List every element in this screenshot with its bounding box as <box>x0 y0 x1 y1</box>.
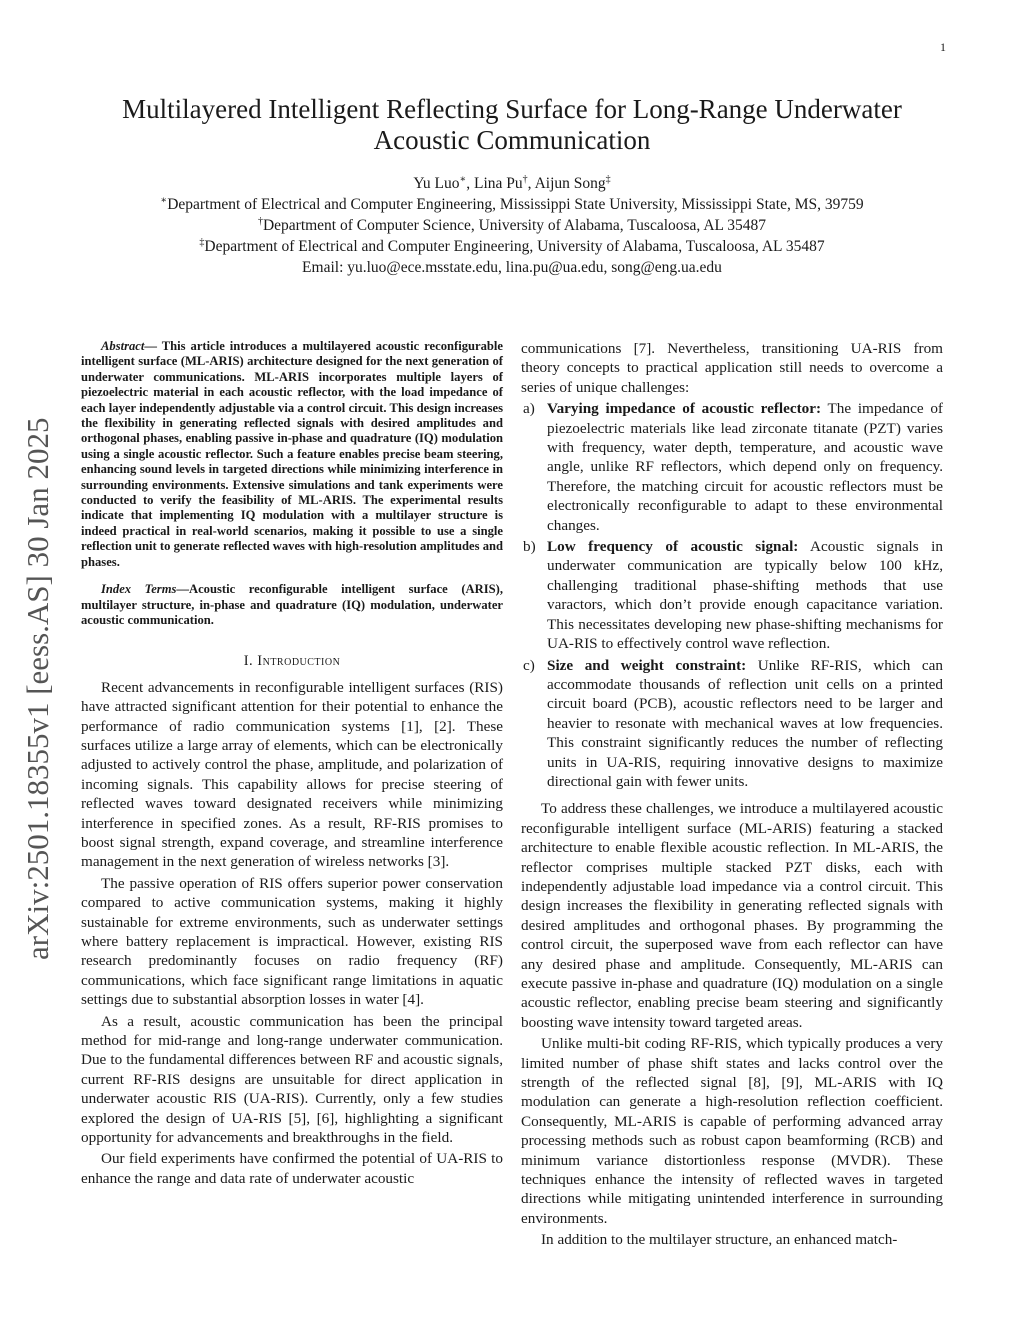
body-paragraph: In addition to the multilayer structure, an enhanced match- <box>541 1231 898 1249</box>
author-mark: † <box>522 173 528 185</box>
affiliation-line <box>80 215 944 236</box>
abstract-text: — This article introduces a multilayered acoustic reconfigurable intelligent surface (ML-ARIS) architecture designed for the next generation of underwater communications. ML-ARIS incorporates multiple layers of piezoelectric material in each acoustic reflector, with the load impedance of each layer independently adjustable via a control circuit. This design increases the flexibility in generating reflected signals with desired amplitudes and orthogonal phases, enabling passive in-phase and quadrature (IQ) modulation using a single acoustic reflector. Such a feature enables precise beam steering, enhancing sound levels in targeted directions while minimizing interference in surrounding environments. Extensive simulations and tank experiments were conducted to verify the feasibility of ML-ARIS. The experimental results indicate that implementing IQ modulation with a multilayer structure is indeed practical in real-world scenarios, making it possible to use a single reflection unit to generate reflected waves with high-resolution amplitudes and phases. <box>81 339 503 569</box>
body-paragraph: As a result, acoustic communication has been the principal method for mid-range and long-range underwater communication. Due to the fundamental differences between RF and acoustic signals, current RF-RIS designs are unsuitable for direct application in underwater acoustic RIS (UA-RIS). Currently, only a few studies explored the design of UA-RIS [5], [6], highlighting a significant opportunity for advancements and breakthroughs in the field. <box>81 1012 503 1147</box>
email-line: Email: yu.luo@ece.msstate.edu, lina.pu@ua.edu, song@eng.ua.edu <box>302 259 722 276</box>
body-paragraph: The passive operation of RIS offers superior power conservation compared to active communication systems, making it highly sustainable for extreme environments, such as underwater settings where battery replacement is impractical. However, existing RIS research predominantly focuses on radio frequency (RF) communications, which face significant range limitations in aquatic settings due to substantial absorption losses in water [4]. <box>81 874 503 1009</box>
affiliation-text: Department of Electrical and Computer Engineering, University of Alabama, Tuscaloosa, AL 35487 <box>204 238 825 255</box>
author-name: Aijun Song <box>534 175 606 192</box>
index-terms-text: —Acoustic reconfigurable intelligent surface (ARIS), multilayer structure, in-phase and quadrature (IQ) modulation, underwater acoustic communication. <box>81 582 503 627</box>
affiliation-text: Department of Computer Science, University of Alabama, Tuscaloosa, AL 35487 <box>262 217 767 234</box>
list-item-head: Size and weight constraint: <box>547 656 747 674</box>
list-item <box>521 656 943 792</box>
list-item-text: Acoustic signals in underwater communication are typically below 100 kHz, challenging traditional phase-shifting methods that use varactors, which don’t provide enough capacitance variation. This necessitates developing new phase-shifting mechanisms for UA-RIS to effectively control wave reflection. <box>547 538 943 653</box>
author-mark: ∗ <box>459 173 467 185</box>
list-marker: c) <box>523 656 535 674</box>
left-column <box>81 339 503 1190</box>
author-block <box>80 173 944 278</box>
body-paragraph: Unlike multi-bit coding RF-RIS, which typically produces a very limited number of phase shift states and lacks control over the strength of the reflected signal [8], [9], ML-ARIS with IQ modulation can generate a high-resolution reflection coefficient. Consequently, ML-ARIS is capable of performing advanced array processing methods such as robust capon beamforming (RCB) and minimum variance distortionless response (MVDR). These techniques enhance the intensity of reflected waves in targeted directions while mitigating unintended interference in surrounding environments. <box>521 1035 943 1227</box>
challenge-list <box>521 399 943 791</box>
page-number: 1 <box>940 40 946 54</box>
right-column <box>521 339 943 1252</box>
index-terms <box>81 582 503 628</box>
abstract <box>81 339 503 570</box>
index-terms-label: Index Terms <box>101 582 177 597</box>
list-item-text: The impedance of piezoelectric materials like lead zirconate titanate (PZT) varies with frequency, water depth, temperature, and acoustic wave angle, unlike RF reflectors, which depend only on frequency. Therefore, the matching circuit for acoustic reflectors must be electronically reconfigurable to adapt to these environmental changes. <box>547 400 943 534</box>
body-paragraph: Recent advancements in reconfigurable intelligent surfaces (RIS) have attracted significant attention for their potential to enhance the performance of radio communication systems [1], [2]. These surfaces utilize a large array of elements, which can be electronically adjusted to actively control the phase, amplitude, and polarization of incoming signals. This capability allows for precise steering of reflected waves toward designated receivers while minimizing interference in specified zones. As a result, RF-RIS promises to boost signal strength, expand coverage, and streamline interference management in the next generation of wireless networks [3]. <box>81 678 503 871</box>
abstract-label: Abstract <box>101 339 145 353</box>
author-names: Yu Luo∗, Lina Pu†, Aijun Song‡ <box>413 173 611 192</box>
affiliation-line <box>80 194 944 215</box>
list-marker: b) <box>523 538 536 556</box>
body-paragraph: Our field experiments have confirmed the potential of UA-RIS to enhance the range and data rate of underwater acoustic <box>81 1150 503 1187</box>
affiliation-mark: † <box>257 215 263 227</box>
list-item <box>521 537 943 653</box>
list-item <box>521 399 943 535</box>
list-marker: a) <box>523 400 535 418</box>
body-paragraph: To address these challenges, we introduce a multilayered acoustic reconfigurable intelligent surface (ML-ARIS) featuring a stacked architecture to enable flexible acoustic reflection. In ML-ARIS, the reflector comprises multiple stacked PZT disks, each with independently adjustable load impedance via a control circuit. This design increases the flexibility in generating reflected signals with desired amplitudes and orthogonal phases. By programming the control circuit, the superposed wave from each reflector can have any desired phase and amplitude. Consequently, ML-ARIS can execute passive in-phase and quadrature (IQ) modulation on a single acoustic reflector, enabling precise beam steering and significantly boosting wave intensity toward targeted areas. <box>521 800 943 1031</box>
list-item-text: Unlike RF-RIS, which can accommodate thousands of reflection unit cells on a printed circuit board (PCB), acoustic reflectors need to be larger and heavier to resonate with mechanical waves at low frequencies. This constraint significantly reduces the number of reflecting units in UA-RIS, requiring innovative designs to maximize directional gain with fewer units. <box>547 656 943 790</box>
arxiv-side-stamp: arXiv:2501.18355v1 [eess.AS] 30 Jan 2025 <box>20 417 55 960</box>
author-name: Yu Luo <box>413 175 460 192</box>
author-name: Lina Pu <box>474 175 523 192</box>
affiliation-text: Department of Electrical and Computer Engineering, Mississippi State University, Mississippi State, MS, 39759 <box>167 196 864 213</box>
list-item-head: Low frequency of acoustic signal: <box>547 538 799 556</box>
paper-title: Multilayered Intelligent Reflecting Surface for Long-Range Underwater Acoustic Communication <box>122 94 902 155</box>
affiliation-mark: ‡ <box>199 236 205 248</box>
section-heading: I. Introduction <box>243 653 341 670</box>
author-mark: ‡ <box>605 173 611 185</box>
body-paragraph: communications [7]. Nevertheless, transitioning UA-RIS from theory concepts to practical application still needs to overcome a series of unique challenges: <box>521 340 943 396</box>
list-item-head: Varying impedance of acoustic reflector: <box>547 400 822 418</box>
affiliation-line <box>80 236 944 257</box>
affiliation-mark: ∗ <box>160 194 168 206</box>
